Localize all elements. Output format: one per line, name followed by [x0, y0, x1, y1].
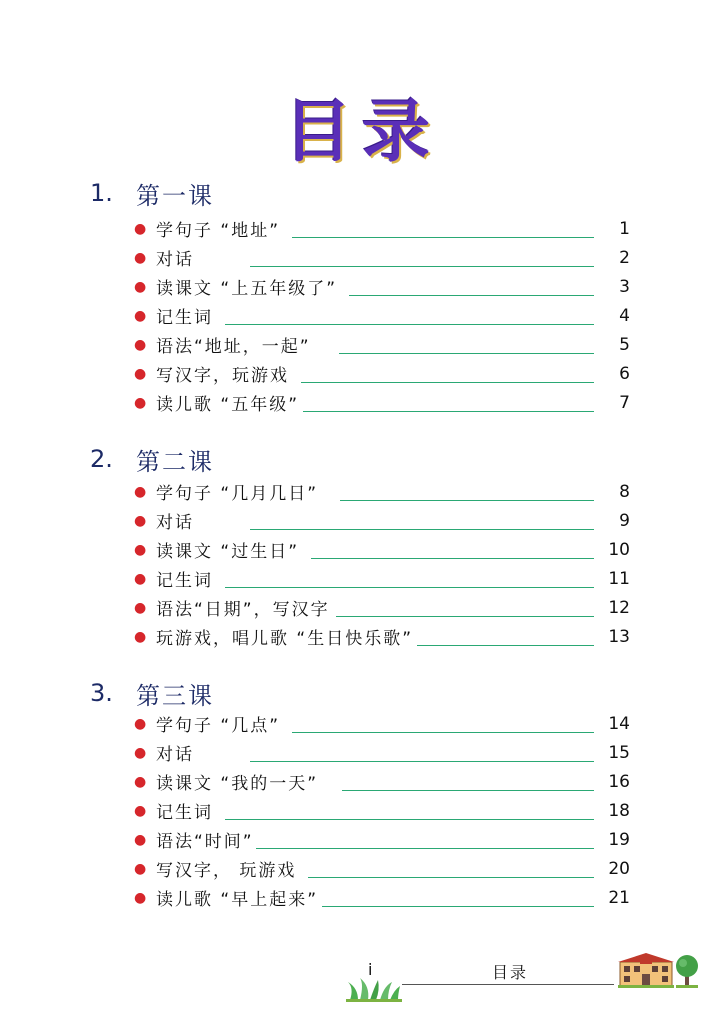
- entry-text: 记生词: [156, 308, 213, 328]
- footer-page-number: i: [368, 960, 373, 979]
- entry-page: 11: [608, 568, 630, 589]
- school-building-icon: [618, 952, 674, 988]
- leader-line: [250, 743, 594, 762]
- bullet-icon: ●: [134, 860, 147, 877]
- section-heading: [90, 442, 214, 476]
- bullet-icon: ●: [134, 394, 147, 411]
- toc-entry[interactable]: [134, 796, 630, 825]
- footer-label: 目录: [492, 963, 529, 982]
- leader-line: [256, 830, 594, 849]
- section-number: 2.: [90, 445, 113, 473]
- section-title: 第一课: [136, 181, 214, 210]
- bullet-icon: ●: [134, 831, 147, 848]
- toc-entry[interactable]: [134, 330, 630, 359]
- leader-line: [322, 888, 594, 907]
- entry-text: 对话: [156, 513, 194, 533]
- bullet-icon: ●: [134, 278, 147, 295]
- leader-line: [417, 627, 594, 646]
- entry-page: 18: [608, 800, 630, 821]
- entry-page: 15: [608, 742, 630, 763]
- leader-line: [225, 801, 594, 820]
- entry-text: 读儿歌 “五年级”: [156, 395, 300, 415]
- entry-text: 玩游戏，唱儿歌 “生日快乐歌”: [156, 629, 414, 649]
- toc-entry[interactable]: [134, 506, 630, 535]
- leader-line: [225, 306, 594, 325]
- toc-entry[interactable]: [134, 477, 630, 506]
- toc-entry[interactable]: [134, 272, 630, 301]
- entry-page: 2: [619, 247, 630, 268]
- toc-entry[interactable]: [134, 535, 630, 564]
- tree-icon: [674, 954, 700, 988]
- bullet-icon: ●: [134, 249, 147, 266]
- leader-line: [339, 335, 594, 354]
- entry-page: 9: [619, 510, 630, 531]
- footer-rule: [402, 984, 614, 985]
- entry-text: 写汉字， 玩游戏: [156, 861, 297, 881]
- entry-page: 8: [619, 481, 630, 502]
- leader-line: [301, 364, 594, 383]
- toc-entry[interactable]: [134, 243, 630, 272]
- toc-entry[interactable]: [134, 214, 630, 243]
- entry-text: 读课文 “我的一天”: [156, 774, 319, 794]
- entry-text: 记生词: [156, 803, 213, 823]
- entry-page: 21: [608, 887, 630, 908]
- leader-line: [342, 772, 594, 791]
- toc-entry[interactable]: [134, 825, 630, 854]
- section-number: 3.: [90, 679, 113, 707]
- toc-entry[interactable]: [134, 301, 630, 330]
- bullet-icon: ●: [134, 802, 147, 819]
- entry-text: 读课文 “上五年级了”: [156, 279, 338, 299]
- entry-page: 20: [608, 858, 630, 879]
- section-title: 第二课: [136, 447, 214, 476]
- leader-line: [292, 219, 594, 238]
- toc-entry[interactable]: [134, 622, 630, 651]
- entry-text: 读课文 “过生日”: [156, 542, 300, 562]
- leader-line: [311, 540, 594, 559]
- bullet-icon: ●: [134, 365, 147, 382]
- entry-text: 语法“地址，一起”: [156, 337, 311, 357]
- bullet-icon: ●: [134, 628, 147, 645]
- section-heading: [90, 176, 214, 210]
- bullet-icon: ●: [134, 483, 147, 500]
- leader-line: [225, 569, 594, 588]
- bullet-icon: ●: [134, 541, 147, 558]
- toc-entry[interactable]: [134, 883, 630, 912]
- section-heading: [90, 676, 214, 710]
- leader-line: [336, 598, 594, 617]
- toc-entry[interactable]: [134, 709, 630, 738]
- section-number: 1.: [90, 179, 113, 207]
- toc-entry[interactable]: [134, 767, 630, 796]
- entry-text: 学句子 “几月几日”: [156, 484, 319, 504]
- grass-icon: [346, 978, 402, 1002]
- entry-page: 3: [619, 276, 630, 297]
- leader-line: [308, 859, 594, 878]
- entry-page: 10: [608, 539, 630, 560]
- section-title: 第三课: [136, 681, 214, 710]
- bullet-icon: ●: [134, 773, 147, 790]
- entry-page: 6: [619, 363, 630, 384]
- entry-text: 学句子 “几点”: [156, 716, 281, 736]
- entry-page: 12: [608, 597, 630, 618]
- entry-text: 写汉字，玩游戏: [156, 366, 289, 386]
- bullet-icon: ●: [134, 570, 147, 587]
- leader-line: [340, 482, 594, 501]
- bullet-icon: ●: [134, 336, 147, 353]
- toc-entry[interactable]: [134, 854, 630, 883]
- entry-page: 13: [608, 626, 630, 647]
- bullet-icon: ●: [134, 744, 147, 761]
- toc-entry[interactable]: [134, 564, 630, 593]
- bullet-icon: ●: [134, 599, 147, 616]
- leader-line: [303, 393, 594, 412]
- entry-text: 读儿歌 “早上起来”: [156, 890, 319, 910]
- entry-page: 5: [619, 334, 630, 355]
- toc-entry[interactable]: [134, 359, 630, 388]
- bullet-icon: ●: [134, 512, 147, 529]
- leader-line: [250, 511, 594, 530]
- bullet-icon: ●: [134, 307, 147, 324]
- entry-text: 语法“时间”: [156, 832, 254, 852]
- leader-line: [349, 277, 594, 296]
- entry-page: 7: [619, 392, 630, 413]
- entry-page: 1: [619, 218, 630, 239]
- entry-page: 4: [619, 305, 630, 326]
- leader-line: [292, 714, 594, 733]
- entry-text: 对话: [156, 745, 194, 765]
- page-title: 目录: [283, 92, 440, 172]
- entry-text: 语法“日期”，写汉字: [156, 600, 330, 620]
- entry-page: 14: [608, 713, 630, 734]
- bullet-icon: ●: [134, 889, 147, 906]
- toc-entry[interactable]: [134, 593, 630, 622]
- entry-page: 19: [608, 829, 630, 850]
- entry-text: 记生词: [156, 571, 213, 591]
- entry-page: 16: [608, 771, 630, 792]
- toc-entry[interactable]: [134, 388, 630, 417]
- entry-text: 学句子 “地址”: [156, 221, 281, 241]
- entry-text: 对话: [156, 250, 194, 270]
- leader-line: [250, 248, 594, 267]
- bullet-icon: ●: [134, 715, 147, 732]
- bullet-icon: ●: [134, 220, 147, 237]
- toc-entry[interactable]: [134, 738, 630, 767]
